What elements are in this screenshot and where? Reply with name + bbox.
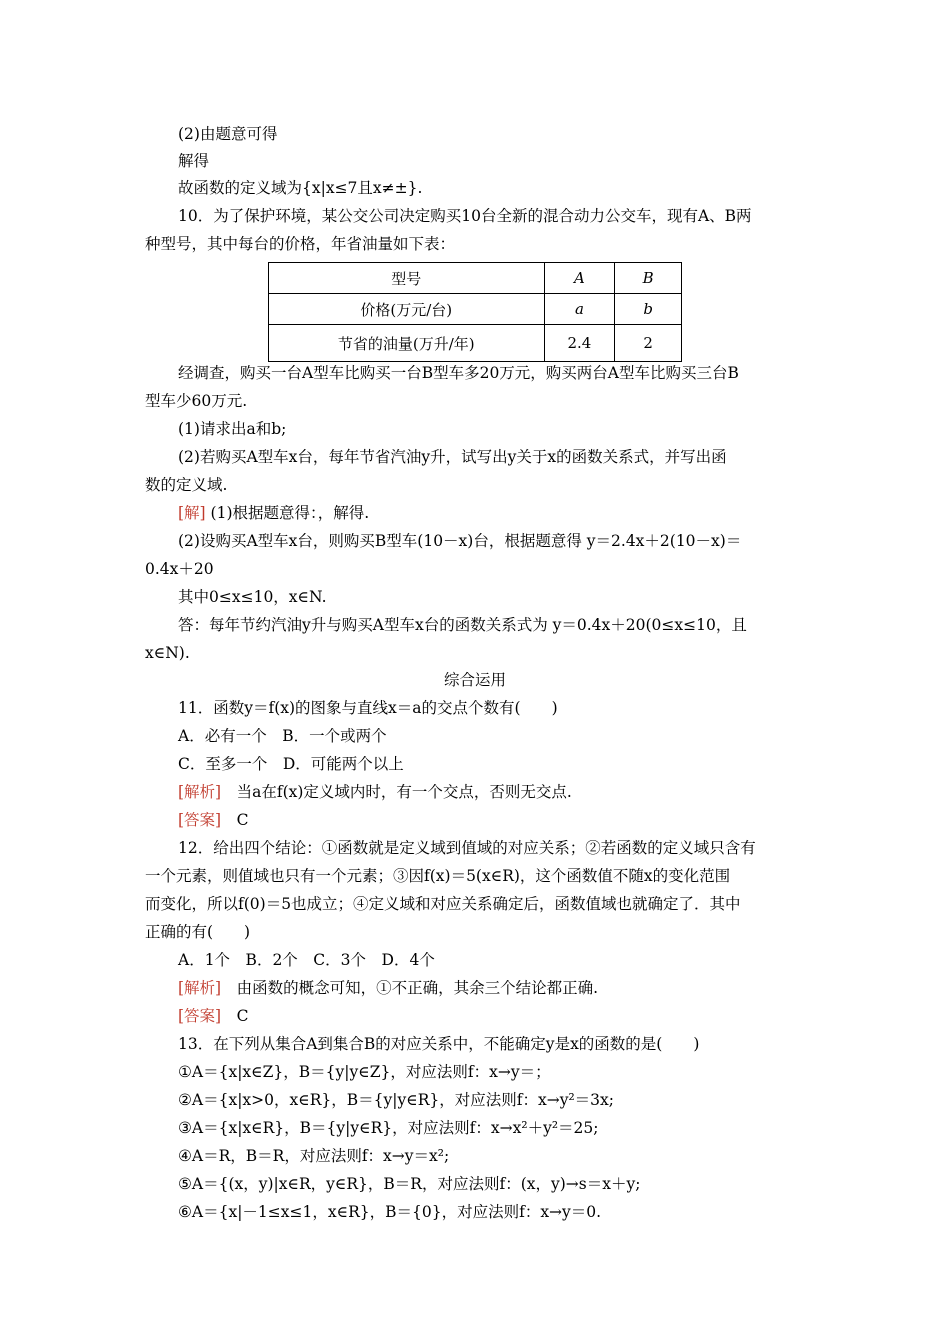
analysis-text: 当a在f(x)定义域内时，有一个交点，否则无交点. xyxy=(221,783,572,801)
q12-line1: 12．给出四个结论：①函数就是定义域到值域的对应关系；②若函数的定义域只含有 xyxy=(178,839,756,857)
q10-sub2-line1: (2)若购买A型车x台，每年节省汽油y升，试写出y关于x的函数关系式，并写出函 xyxy=(178,448,727,466)
q10-para-line2: 型车少60万元. xyxy=(145,392,248,410)
sol9-line1: (2)由题意可得 xyxy=(178,125,278,143)
q10-answer-line4: 其中0≤x≤10，x∈N. xyxy=(178,588,327,606)
answer-text: (1)根据题意得：，解得. xyxy=(205,504,370,522)
q10-answer-line2: (2)设购买A型车x台，则购买B型车(10－x)台，根据题意得 y＝2.4x＋2(10－x)＝ xyxy=(178,532,742,550)
table-cell: 节省的油量(万升/年) xyxy=(269,325,545,362)
table-header-cell: 型号 xyxy=(269,263,545,294)
table-cell: 2.4 xyxy=(544,325,615,362)
q12-line3: 而变化，所以f(0)＝5也成立；④定义域和对应关系确定后，函数值域也就确定了．其中 xyxy=(145,895,741,913)
table-row xyxy=(269,294,682,325)
table-cell: b xyxy=(615,294,682,325)
sol9-line3: 故函数的定义域为{x|x≤7且x≠±}. xyxy=(178,179,423,197)
q10-answer-line5: 答：每年节约汽油y升与购买A型车x台的函数关系式为 y＝0.4x＋20(0≤x≤10，且 xyxy=(178,616,747,634)
table-header-cell: B xyxy=(615,263,682,294)
q11-options-ab: A．必有一个 B．一个或两个 xyxy=(178,727,387,745)
q13-item-1: ①A＝{x|x∈Z}，B＝{y|y∈Z}，对应法则f：x→y＝； xyxy=(178,1063,551,1081)
answer-tag: [答案] xyxy=(178,1007,222,1025)
table-row xyxy=(269,263,682,294)
table-header-cell: A xyxy=(544,263,615,294)
q11-analysis xyxy=(178,782,572,802)
analysis-text: 由函数的概念可知，①不正确，其余三个结论都正确. xyxy=(221,979,599,997)
q10-stem-line1: 10．为了保护环境，某公交公司决定购买10台全新的混合动力公交车，现有A、B两 xyxy=(178,207,752,225)
q13-item-5: ⑤A＝{(x，y)|x∈R，y∈R}，B＝R，对应法则f：(x，y)→s＝x＋y; xyxy=(178,1175,641,1193)
q10-answer-line1 xyxy=(178,503,369,523)
sol9-line2: 解得 xyxy=(178,152,210,170)
q11-options-cd: C．至多一个 D．可能两个以上 xyxy=(178,755,404,773)
q11-answer xyxy=(178,810,248,830)
q13-item-4: ④A＝R，B＝R，对应法则f：x→y＝x²; xyxy=(178,1147,450,1165)
answer-tag: [答案] xyxy=(178,811,222,829)
q10-answer-line6: x∈N). xyxy=(145,644,190,662)
q11-stem: 11．函数y＝f(x)的图象与直线x＝a的交点个数有( ) xyxy=(178,699,558,717)
q13-item-6: ⑥A＝{x|－1≤x≤1，x∈R}，B＝{0}，对应法则f：x→y＝0. xyxy=(178,1203,602,1221)
q12-options: A．1个 B．2个 C．3个 D．4个 xyxy=(178,951,435,969)
table-row xyxy=(269,325,682,362)
q10-stem-line2: 种型号，其中每台的价格，年省油量如下表： xyxy=(145,235,456,253)
q12-line4: 正确的有( ) xyxy=(145,923,251,941)
q10-para-line1: 经调查，购买一台A型车比购买一台B型车多20万元，购买两台A型车比购买三台B xyxy=(178,364,739,382)
table-cell: 2 xyxy=(615,325,682,362)
answer-text: C xyxy=(221,811,249,829)
q10-sub2-line2: 数的定义域. xyxy=(145,476,228,494)
answer-tag: [解] xyxy=(178,504,206,522)
q10-table xyxy=(268,262,682,362)
section-title: 综合运用 xyxy=(443,671,506,689)
table-cell: a xyxy=(544,294,615,325)
answer-text: C xyxy=(221,1007,249,1025)
q10-sub1: (1)请求出a和b; xyxy=(178,420,287,438)
q13-item-3: ③A＝{x|x∈R}，B＝{y|y∈R}，对应法则f：x→x²＋y²＝25; xyxy=(178,1119,599,1137)
q13-stem: 13．在下列从集合A到集合B的对应关系中，不能确定y是x的函数的是( ) xyxy=(178,1035,700,1053)
analysis-tag: [解析] xyxy=(178,783,222,801)
q10-answer-line3: 0.4x＋20 xyxy=(145,560,214,578)
analysis-tag: [解析] xyxy=(178,979,222,997)
q12-answer xyxy=(178,1006,248,1026)
q13-item-2: ②A＝{x|x>0，x∈R}，B＝{y|y∈R}，对应法则f：x→y²＝3x; xyxy=(178,1091,615,1109)
q12-line2: 一个元素，则值域也只有一个元素；③因f(x)＝5(x∈R)，这个函数值不随x的变化范围 xyxy=(145,867,731,885)
q12-analysis xyxy=(178,978,598,998)
table-cell: 价格(万元/台) xyxy=(269,294,545,325)
